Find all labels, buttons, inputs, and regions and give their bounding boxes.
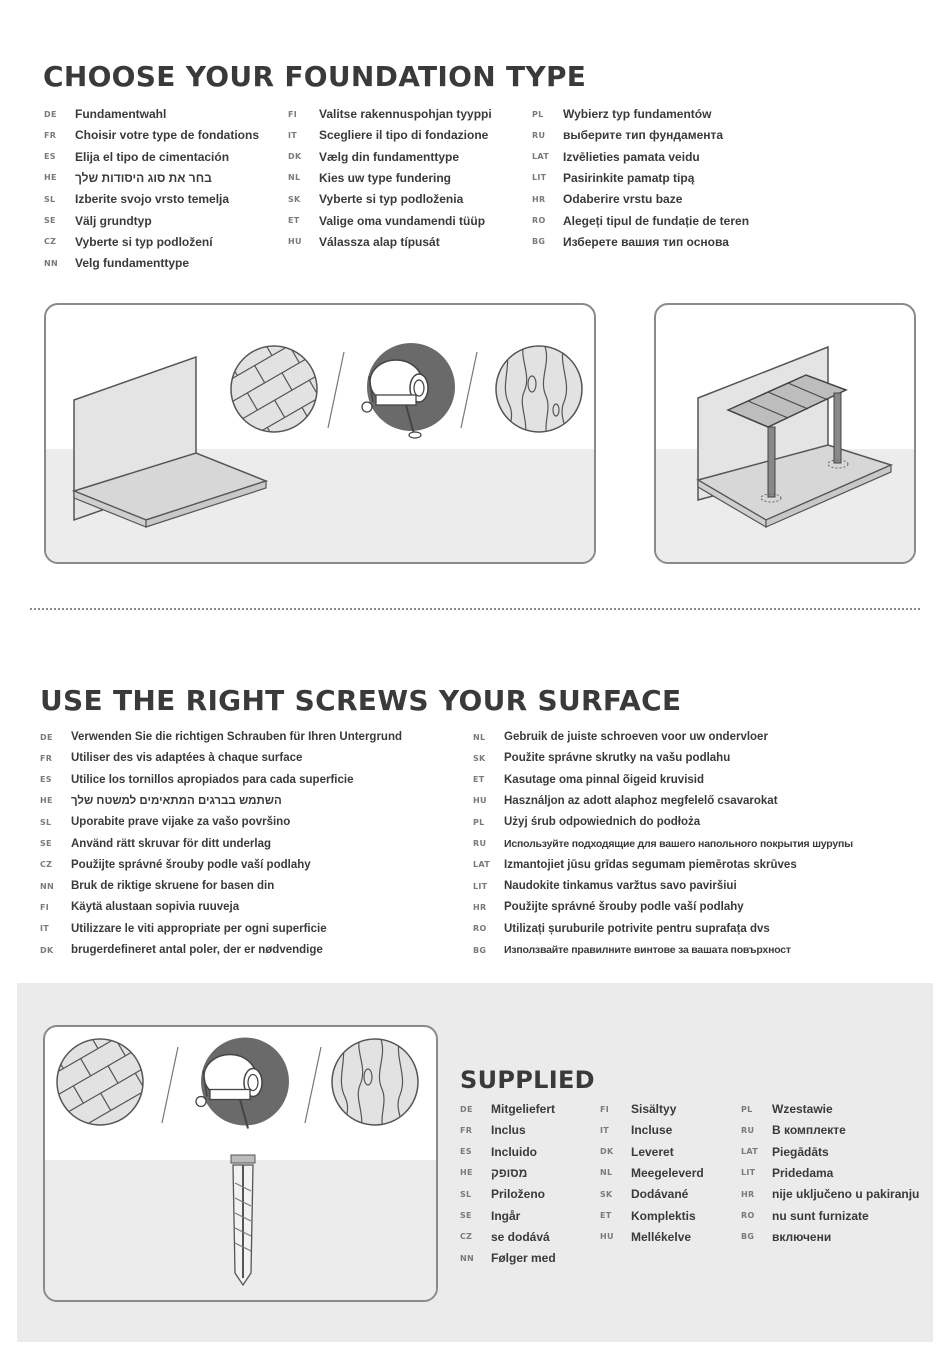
translation-row [473, 834, 853, 854]
language-code: ES [44, 152, 56, 162]
language-code: RU [741, 1125, 755, 1135]
language-code: LIT [532, 173, 547, 183]
translation-row [460, 1227, 550, 1247]
language-code: HE [460, 1168, 473, 1178]
concrete-mixer-icon [351, 340, 461, 440]
translation-text: Meegeleverd [631, 1165, 704, 1180]
translation-text: Valitse rakennuspohjan tyyppi [319, 107, 492, 121]
translation-text: Velg fundamenttype [75, 256, 190, 271]
language-code: NN [460, 1253, 474, 1263]
language-code: FI [288, 109, 298, 119]
translation-row [473, 876, 737, 896]
translation-text: Odaberire vrstu baze [563, 192, 683, 207]
language-code: SL [460, 1189, 472, 1199]
translation-row [460, 1120, 526, 1140]
translation-row [600, 1184, 689, 1204]
translation-text: Choisir votre type de fondations [75, 128, 260, 143]
translation-row [600, 1227, 692, 1247]
pergola-on-base-icon [656, 305, 914, 562]
foundation-options-panel [44, 303, 596, 564]
language-code: IT [600, 1125, 610, 1135]
translation-row [44, 168, 212, 188]
concrete-mixer-icon [185, 1032, 295, 1137]
section-divider [30, 608, 920, 610]
wood-grain-icon [494, 344, 584, 434]
language-code: ES [460, 1147, 472, 1157]
translation-row [460, 1163, 528, 1183]
translation-text: Dodávané [631, 1187, 689, 1202]
translation-text: Scegliere il tipo di fondazione [319, 128, 489, 143]
divider-slash-icon [160, 1045, 180, 1125]
translation-row [741, 1184, 920, 1204]
translation-row [40, 940, 323, 960]
language-code: LIT [741, 1168, 756, 1178]
language-code: SK [600, 1189, 613, 1199]
language-code: SK [473, 753, 486, 763]
language-code: ET [473, 775, 485, 785]
language-code: CZ [44, 237, 57, 247]
language-code: BG [741, 1232, 755, 1242]
language-code: ET [288, 216, 300, 225]
language-code: DE [40, 732, 53, 742]
translation-row [288, 189, 464, 209]
translation-row [741, 1206, 869, 1226]
translation-text: Kies uw type fundering [319, 170, 452, 185]
translation-row [473, 791, 778, 811]
divider-slash-icon [326, 350, 346, 430]
translation-row [40, 919, 327, 939]
translation-row [532, 125, 724, 145]
translation-text: Wybierz typ fundamentów [563, 107, 712, 121]
language-code: HU [473, 796, 487, 806]
language-code: LAT [741, 1147, 759, 1157]
translation-row [532, 232, 729, 252]
translation-text: Használjon az adott alaphoz megfelelő csavarokat [504, 794, 778, 807]
translation-row [473, 940, 791, 960]
translation-text: Gebruik de juiste schroeven voor uw ondervloer [504, 731, 768, 743]
translation-text: בחר את סוג היסודות שלך [75, 170, 212, 185]
translation-text: Elija el tipo de cimentación [75, 149, 230, 164]
language-code: FR [40, 753, 53, 763]
language-code: LIT [473, 881, 488, 891]
translation-row [40, 834, 272, 854]
language-code: RU [532, 130, 546, 140]
language-code: RO [741, 1211, 755, 1220]
language-code: IT [288, 130, 298, 140]
language-code: BG [532, 237, 546, 247]
translation-row [600, 1142, 674, 1162]
translation-text: Naudokite tinkamus varžtus savo paviršiui [504, 880, 737, 893]
translation-row [44, 211, 152, 231]
translation-text: Komplektis [631, 1208, 696, 1223]
language-code: RU [473, 839, 487, 848]
translation-text: Fundamentwahl [75, 107, 167, 121]
translation-text: Vyberte si typ podloženia [319, 192, 464, 207]
translation-text: Válassza alap típusát [319, 234, 440, 249]
language-code: FR [460, 1125, 473, 1135]
translation-text: Alegeți tipul de fundație de teren [563, 213, 750, 228]
translation-row [532, 211, 750, 231]
translation-text: Pridedama [772, 1165, 834, 1180]
wall-plug-screw-icon [223, 1153, 263, 1288]
translation-text: Inclus [491, 1123, 526, 1138]
translation-text: nije uključeno u pakiranju [772, 1187, 920, 1202]
translation-row [600, 1163, 704, 1183]
translation-row [40, 876, 275, 896]
translation-row [40, 770, 354, 790]
language-code: FR [44, 130, 57, 140]
translation-row [44, 125, 260, 145]
translation-text: Välj grundtyp [75, 213, 152, 228]
translation-text: Използвайте правилните винтове за вашата повърхност [504, 944, 791, 956]
translation-text: Leveret [631, 1144, 674, 1159]
translation-text: Izberite svojo vrsto temelja [75, 192, 230, 207]
translation-row [460, 1184, 546, 1204]
translation-row [44, 232, 213, 252]
language-code: ET [600, 1211, 612, 1220]
translation-text: Mitgeliefert [491, 1102, 556, 1116]
translation-row [460, 1206, 521, 1226]
language-code: NL [473, 732, 486, 742]
language-code: PL [741, 1104, 753, 1114]
translation-row [40, 855, 311, 875]
language-code: HR [473, 902, 487, 912]
language-code: PL [532, 109, 544, 119]
translation-text: Изберете вашия тип основа [563, 234, 729, 249]
language-code: CZ [460, 1232, 473, 1242]
translation-text: Priloženo [491, 1187, 546, 1202]
language-code: HR [532, 194, 546, 204]
language-code: PL [473, 817, 485, 827]
language-code: ES [40, 775, 52, 785]
translation-row [600, 1099, 677, 1119]
translation-row [40, 897, 240, 917]
translation-text: Ingår [491, 1208, 521, 1223]
translation-row [600, 1120, 673, 1140]
translation-text: Použite správne skrutky na vašu podlahu [504, 752, 731, 765]
translation-text: Utiliser des vis adaptées à chaque surface [71, 752, 303, 765]
translation-row [40, 791, 282, 811]
language-code: SL [44, 194, 56, 204]
translation-row [288, 125, 489, 145]
pergola-on-base-panel [654, 303, 916, 564]
translation-text: Vyberte si typ podložení [75, 234, 213, 249]
translation-text: Použijte správné šrouby podle vaší podlahy [71, 858, 311, 871]
translation-row [460, 1142, 537, 1162]
language-code: BG [473, 945, 487, 955]
divider-slash-icon [303, 1045, 323, 1125]
translation-row [473, 919, 770, 939]
translation-row [288, 232, 440, 252]
language-code: SE [40, 839, 52, 848]
translation-row [473, 812, 701, 832]
screws-title: USE THE RIGHT SCREWS YOUR SURFACE [40, 684, 682, 717]
translation-text: Pasirinkite pamatp tipą [563, 170, 695, 185]
language-code: RO [473, 924, 487, 934]
translation-row [741, 1099, 833, 1119]
language-code: LAT [532, 152, 550, 162]
translation-row [460, 1248, 556, 1268]
language-code: FI [600, 1104, 610, 1114]
language-code: NN [44, 258, 58, 268]
translation-row [741, 1120, 846, 1140]
translation-text: nu sunt furnizate [772, 1208, 869, 1223]
translation-text: Valige oma vundamendi tüüp [319, 213, 486, 228]
translation-row [741, 1163, 834, 1183]
translation-text: brugerdefineret antal poler, der er nødvendige [71, 944, 323, 956]
language-code: DK [600, 1147, 614, 1157]
translation-text: Použijte správné šrouby podle vaší podlahy [504, 901, 744, 914]
translation-text: Vælg din fundamenttype [319, 149, 460, 164]
brick-paving-icon [55, 1037, 145, 1127]
translation-text: Izmantojiet jūsu grīdas segumam piemērotas skrūves [504, 858, 797, 871]
translation-text: выберите тип фундамента [563, 128, 724, 143]
translation-text: Utilice los tornillos apropiados para cada superficie [71, 773, 354, 786]
translation-row [473, 748, 731, 768]
wood-grain-icon [330, 1037, 420, 1127]
language-code: HE [44, 173, 57, 183]
divider-slash-icon [459, 350, 479, 430]
language-code: HU [288, 237, 302, 247]
translation-text: מסופק [491, 1165, 528, 1180]
translation-row [40, 727, 403, 747]
language-code: SE [44, 216, 56, 225]
language-code: DE [44, 109, 57, 119]
language-code: SE [460, 1211, 472, 1220]
translation-row [288, 168, 452, 188]
translation-row [532, 147, 700, 167]
translation-row [741, 1227, 832, 1247]
translation-text: Använd rätt skruvar för ditt underlag [71, 837, 272, 850]
language-code: LAT [473, 860, 491, 870]
translation-row [473, 897, 744, 917]
language-code: HE [40, 796, 53, 806]
language-code: SL [40, 817, 52, 827]
translation-text: Mellékelve [631, 1229, 692, 1244]
translation-row [40, 748, 303, 768]
language-code: DK [40, 945, 54, 955]
translation-text: se dodává [491, 1229, 550, 1244]
translation-text: Følger med [491, 1251, 556, 1266]
translation-text: השתמש בברגים המתאימים למשטח שלך [71, 794, 282, 807]
translation-row [44, 104, 167, 124]
translation-row [473, 770, 705, 790]
translation-row [44, 189, 230, 209]
screw-anchor-panel [43, 1025, 438, 1302]
supplied-title: SUPPLIED [460, 1066, 595, 1094]
language-code: IT [40, 924, 50, 934]
translation-text: Utilizați șuruburile potrivite pentru suprafața dvs [504, 922, 770, 935]
translation-text: Utilizzare le viti appropriate per ogni superficie [71, 922, 327, 935]
translation-text: Incluido [491, 1144, 537, 1159]
language-code: FI [40, 902, 50, 912]
translation-text: Wzestawie [772, 1102, 833, 1116]
translation-row [532, 104, 712, 124]
translation-text: Käytä alustaan sopivia ruuveja [71, 901, 240, 914]
translation-row [473, 727, 768, 747]
translation-row [600, 1206, 696, 1226]
language-code: CZ [40, 860, 53, 870]
language-code: DK [288, 152, 302, 162]
translation-row [288, 211, 486, 231]
translation-text: Piegādāts [772, 1144, 829, 1159]
translation-text: Verwenden Sie die richtigen Schrauben für Ihren Untergrund [71, 731, 403, 743]
translation-text: Используйте подходящие для вашего напольного покрытия шурупы [504, 837, 853, 850]
translation-row [473, 855, 797, 875]
language-code: RO [532, 216, 546, 225]
translation-text: Bruk de riktige skruene for basen din [71, 880, 275, 893]
translation-row [741, 1142, 829, 1162]
language-code: DE [460, 1104, 473, 1114]
language-code: HR [741, 1189, 755, 1199]
language-code: NL [600, 1168, 613, 1178]
translation-text: включени [772, 1229, 832, 1244]
translation-row [532, 168, 695, 188]
translation-row [44, 147, 230, 167]
translation-text: Uporabite prave vijake za vašo površino [71, 816, 291, 829]
translation-row [40, 812, 291, 832]
translation-row [288, 147, 460, 167]
foundation-title: CHOOSE YOUR FOUNDATION TYPE [43, 60, 587, 93]
translation-text: Sisältyy [631, 1102, 677, 1116]
language-code: NN [40, 881, 54, 891]
language-code: SK [288, 194, 301, 204]
translation-row [44, 253, 190, 273]
translation-text: Użyj śrub odpowiednich do podłoża [504, 816, 701, 829]
language-code: NL [288, 173, 301, 183]
translation-text: Izvēlieties pamata veidu [563, 149, 700, 164]
translation-row [288, 104, 492, 124]
brick-paving-icon [229, 344, 319, 434]
translation-row [532, 189, 683, 209]
language-code: HU [600, 1232, 614, 1242]
translation-text: Incluse [631, 1123, 673, 1138]
translation-row [460, 1099, 556, 1119]
translation-text: В комплекте [772, 1123, 846, 1138]
translation-text: Kasutage oma pinnal õigeid kruvisid [504, 773, 705, 786]
